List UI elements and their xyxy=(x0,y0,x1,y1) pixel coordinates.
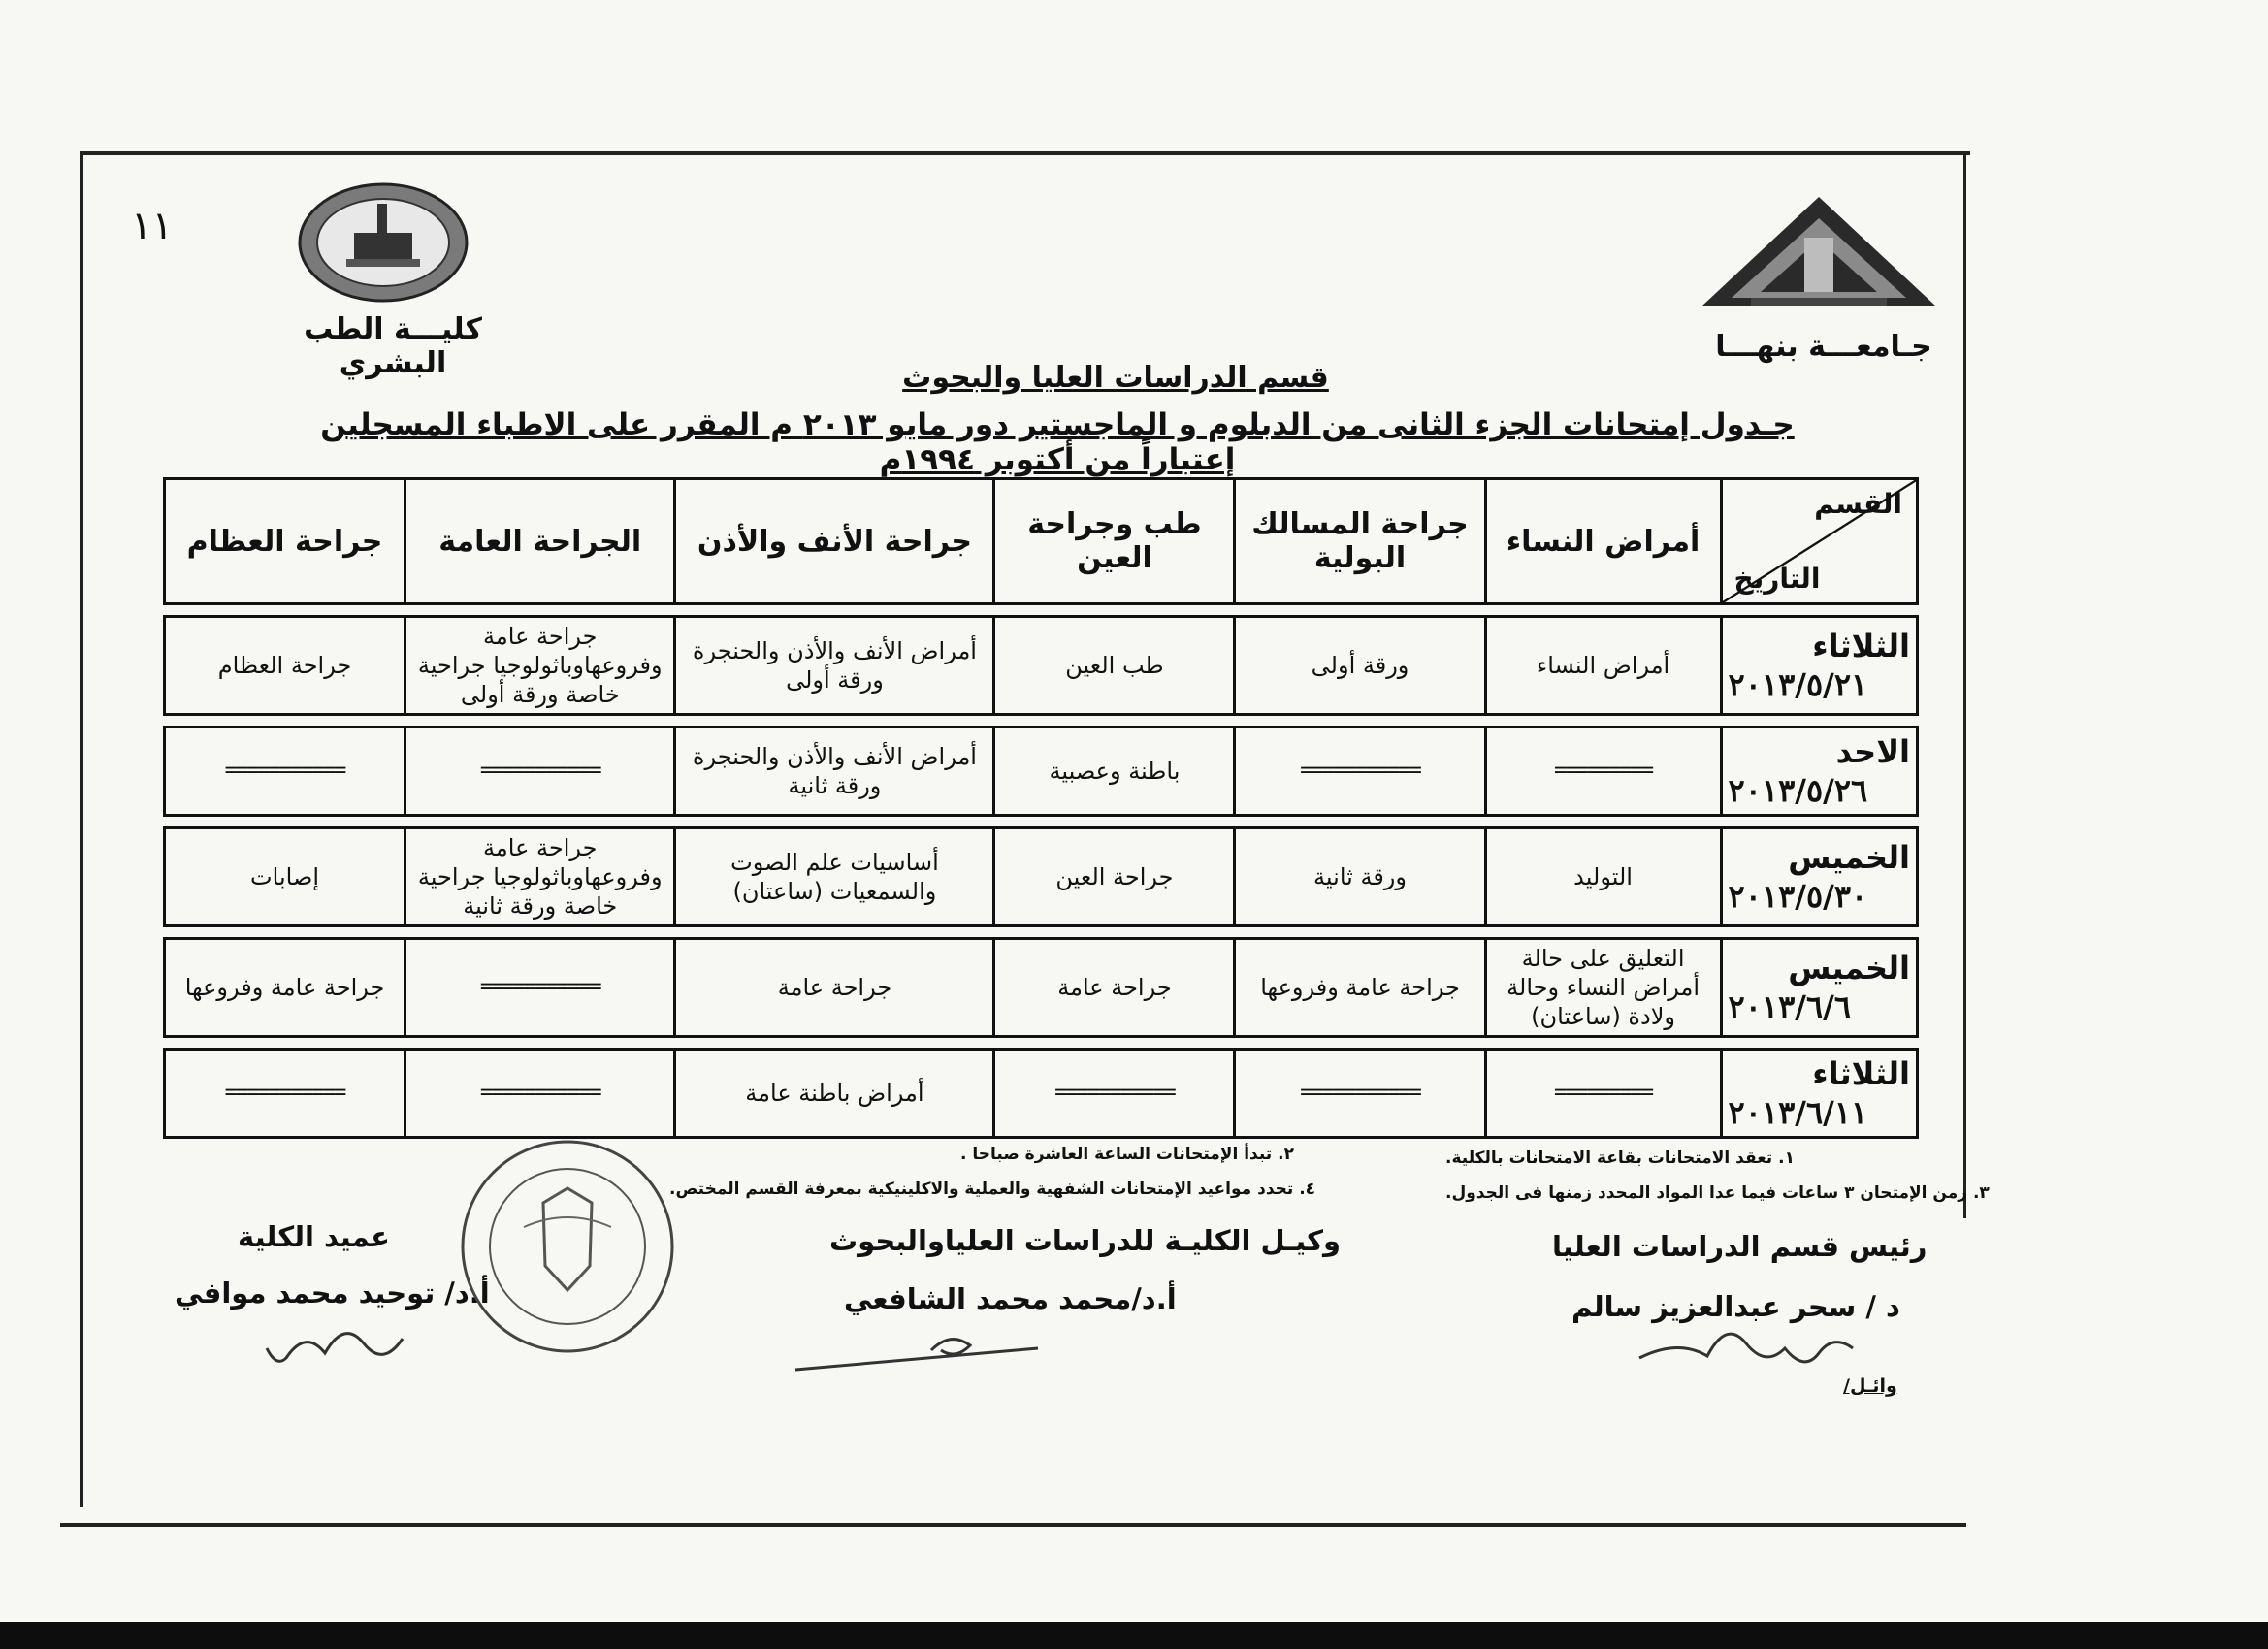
table-cell: جراحة عامة وفروعها xyxy=(165,939,405,1037)
table-cell: =========== xyxy=(1235,1050,1485,1138)
dean-title: عميد الكلية xyxy=(238,1220,390,1253)
table-cell: أمراض الأنف والأذن والحنجرة ورقة أولى xyxy=(675,617,994,715)
table-row xyxy=(165,1050,1918,1138)
exam-day: الاحد xyxy=(1835,733,1910,770)
table-cell: أساسيات علم الصوت والسمعيات (ساعتان) xyxy=(675,828,994,926)
table-cell: =========== xyxy=(1235,728,1485,816)
table-cell: أمراض النساء xyxy=(1485,617,1721,715)
date-cell xyxy=(1721,728,1917,816)
row-spacer-cell xyxy=(165,926,1918,939)
head-name: د / سحر عبدالعزيز سالم xyxy=(1571,1290,1900,1323)
exam-day: الثلاثاء xyxy=(1812,628,1910,664)
faculty-logo xyxy=(296,179,470,310)
table-cell: جراحة عامة xyxy=(994,939,1235,1037)
date-cell xyxy=(1721,939,1917,1037)
dean-name: أ.د/ توحيد محمد موافي xyxy=(175,1277,490,1310)
table-header-row xyxy=(165,479,1918,604)
exam-date: ٢٠١٣/٥/٢٦ xyxy=(1728,772,1868,809)
exam-schedule-table xyxy=(163,477,1919,1139)
table-cell: =========== xyxy=(405,939,675,1037)
vice-dean-name: أ.د/محمد محمد الشافعي xyxy=(844,1282,1177,1315)
table-cell: جراحة العين xyxy=(994,828,1235,926)
corner-label-date: التاريخ xyxy=(1733,563,1821,595)
clerk-initials: وائـل/ xyxy=(1843,1375,1897,1397)
row-spacer-cell xyxy=(165,715,1918,728)
row-spacer-cell xyxy=(165,604,1918,617)
table-cell: جراحة عامة وفروعها xyxy=(1235,939,1485,1037)
table-cell: إصابات xyxy=(165,828,405,926)
table-cell: ورقة أولى xyxy=(1235,617,1485,715)
table-cell: طب العين xyxy=(994,617,1235,715)
university-logo xyxy=(1693,189,1945,320)
note-1: ١. تعقد الامتحانات بقاعة الامتحانات بالكلية. xyxy=(1445,1148,1795,1168)
table-cell: التعليق على حالة أمراض النساء وحالة ولادة (ساعتان) xyxy=(1485,939,1721,1037)
row-spacer xyxy=(165,926,1918,939)
table-cell: ========= xyxy=(1485,728,1721,816)
table-cell: =========== xyxy=(994,1050,1235,1138)
row-spacer xyxy=(165,1037,1918,1050)
column-header: جراحة العظام xyxy=(165,479,405,604)
column-header: جراحة الأنف والأذن xyxy=(675,479,994,604)
date-cell xyxy=(1721,617,1917,715)
frame-bottom-line xyxy=(60,1523,1966,1527)
table-row xyxy=(165,617,1918,715)
faculty-name: كليـــة الطب البشري xyxy=(304,312,482,380)
table-cell: =========== xyxy=(165,1050,405,1138)
note-2: ٢. تبدأ الإمتحانات الساعة العاشرة صباحا . xyxy=(960,1145,1294,1164)
head-title: رئيس قسم الدراسات العليا xyxy=(1552,1230,1928,1263)
table-row xyxy=(165,728,1918,816)
exam-date: ٢٠١٣/٦/٦ xyxy=(1728,988,1852,1025)
table-cell: جراحة عامة xyxy=(675,939,994,1037)
exam-date: ٢٠١٣/٥/٢١ xyxy=(1728,666,1868,703)
table-row xyxy=(165,939,1918,1037)
row-spacer-cell xyxy=(165,1037,1918,1050)
exam-day: الخميس xyxy=(1788,950,1910,986)
page-number: ١١ xyxy=(131,204,173,248)
exam-day: الثلاثاء xyxy=(1812,1055,1910,1092)
department-title xyxy=(679,361,1552,395)
note-3: ٣. زمن الإمتحان ٣ ساعات فيما عدا المواد المحدد زمنها فى الجدول. xyxy=(1445,1183,1990,1203)
exam-date: ٢٠١٣/٥/٣٠ xyxy=(1728,878,1868,915)
department-title-text: قسم الدراسات العليا والبحوث xyxy=(902,361,1329,395)
table-cell: باطنة وعصبية xyxy=(994,728,1235,816)
note-4: ٤. تحدد مواعيد الإمتحانات الشفهية والعملية والاكلينيكية بمعرفة القسم المختص. xyxy=(669,1180,1316,1199)
row-spacer xyxy=(165,816,1918,828)
table-cell: ========= xyxy=(1485,1050,1721,1138)
column-header: الجراحة العامة xyxy=(405,479,675,604)
table-cell: أمراض الأنف والأذن والحنجرة ورقة ثانية xyxy=(675,728,994,816)
corner-header xyxy=(1721,479,1917,604)
scan-bottom-strip xyxy=(0,1622,2268,1649)
table-cell: =========== xyxy=(405,1050,675,1138)
column-header: طب وجراحة العين xyxy=(994,479,1235,604)
date-cell xyxy=(1721,828,1917,926)
exam-date: ٢٠١٣/٦/١١ xyxy=(1728,1094,1868,1131)
table-cell: جراحة عامة وفروعهاوباثولوجيا جراحية خاصة ورقة ثانية xyxy=(405,828,675,926)
row-spacer xyxy=(165,715,1918,728)
vice-dean-signature xyxy=(786,1321,1057,1379)
table-cell: ورقة ثانية xyxy=(1235,828,1485,926)
table-cell: =========== xyxy=(405,728,675,816)
column-header: أمراض النساء xyxy=(1485,479,1721,604)
table-cell: =========== xyxy=(165,728,405,816)
date-cell xyxy=(1721,1050,1917,1138)
column-header: جراحة المسالك البولية xyxy=(1235,479,1485,604)
university-name: جـامعـــة بنهـــا xyxy=(1715,330,1932,364)
row-spacer xyxy=(165,604,1918,617)
corner-label-department: القسم xyxy=(1814,488,1902,520)
vice-dean-title: وكيـل الكليـة للدراسات العلياوالبحوث xyxy=(829,1224,1342,1257)
dean-signature xyxy=(257,1319,412,1377)
table-cell: التوليد xyxy=(1485,828,1721,926)
exam-day: الخميس xyxy=(1788,839,1910,876)
frame-right-line xyxy=(1963,151,1966,1218)
table-row xyxy=(165,828,1918,926)
faculty-seal xyxy=(456,1135,679,1358)
row-spacer-cell xyxy=(165,816,1918,828)
head-signature xyxy=(1620,1329,1872,1377)
table-cell: جراحة عامة وفروعهاوباثولوجيا جراحية خاصة ورقة أولى xyxy=(405,617,675,715)
table-cell: جراحة العظام xyxy=(165,617,405,715)
table-cell: أمراض باطنة عامة xyxy=(675,1050,994,1138)
document-title: جـدول إمتحانات الجزء الثانى من الدبلوم و الماجستير دور مايو ٢٠١٣ م المقرر على الاطباء المسجلين إعتباراً من أكتوبر ١٩٩٤م xyxy=(320,407,1795,477)
